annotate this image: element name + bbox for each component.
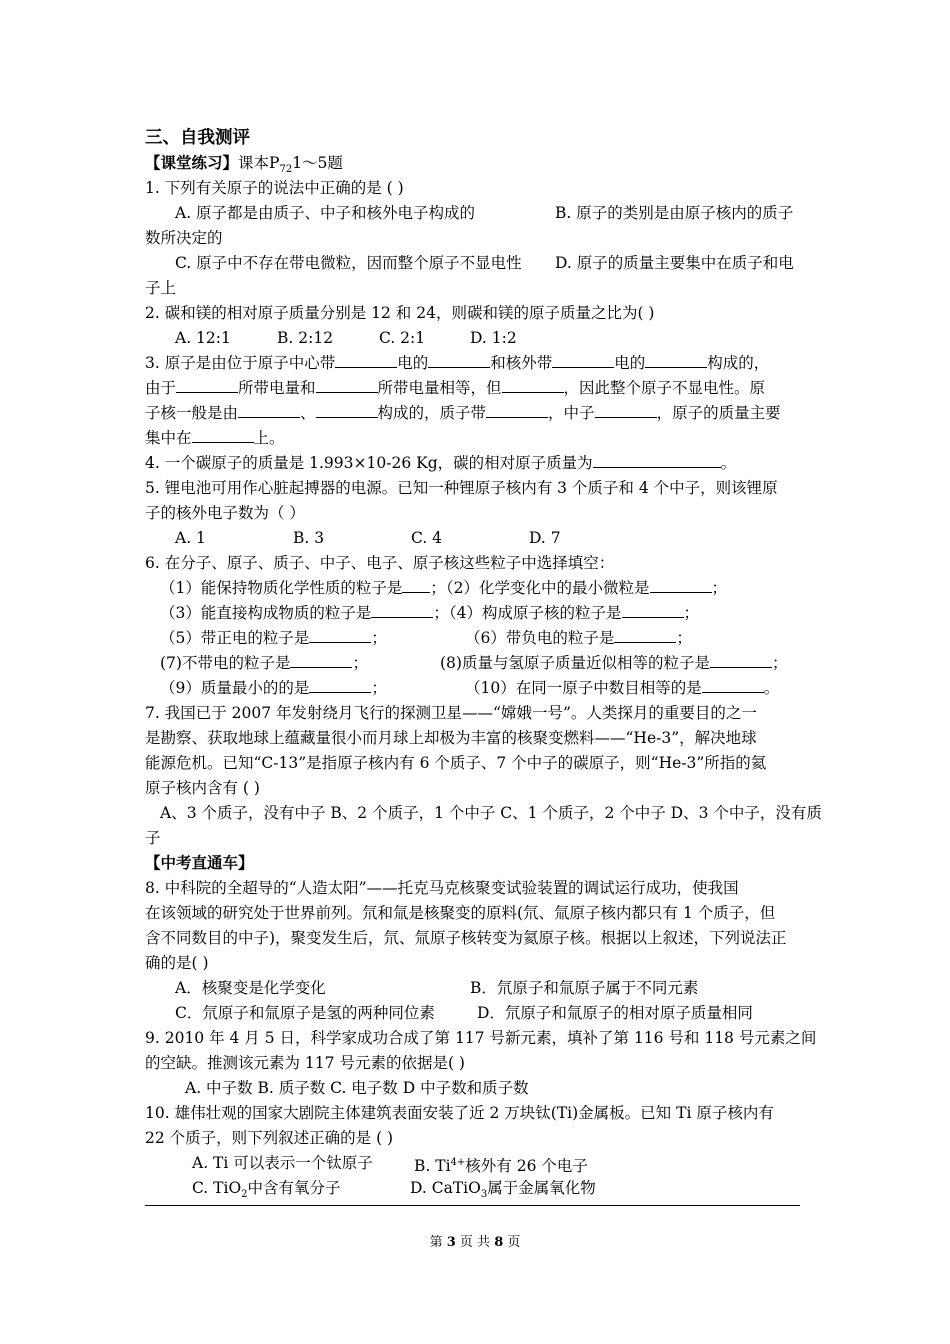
- ion-charge-sup: 4+: [450, 1157, 466, 1168]
- q10-text: C. TiO: [192, 1179, 242, 1197]
- q10-line-2: 22 个质子，则下列叙述正确的是 ( ): [145, 1129, 394, 1147]
- q3-text: 由于: [145, 379, 177, 397]
- q1-option-a: A. 原子都是由质子、中子和核外电子构成的: [175, 204, 476, 222]
- q6-item-6: [465, 628, 692, 648]
- answer-blank[interactable]: [176, 378, 238, 393]
- answer-blank[interactable]: [702, 678, 764, 693]
- practice-text-2: 1～5题: [292, 154, 343, 172]
- q9-line-1: 9. 2010 年 4 月 5 日，科学家成功合成了第 117 号新元素，填补了第 116 号和 118 号元素之间: [145, 1029, 817, 1047]
- q5-option-c: C. 4: [411, 529, 443, 547]
- practice-text: 课本P: [238, 154, 280, 172]
- q6-text: ；: [771, 654, 788, 672]
- answer-blank[interactable]: [309, 678, 371, 693]
- q1-option-c: C. 原子中不存在带电微粒，因而整个原子不显电性: [175, 254, 522, 272]
- q3-text: ，中子: [548, 404, 595, 422]
- q6-text: （10）在同一原子中数目相等的是: [465, 679, 702, 697]
- q7-options: A、3 个质子，没有中子 B、2 个质子，1 个中子 C、1 个质子，2 个中子 D、3 个中子，没有质: [160, 804, 822, 822]
- formula-sub: 2: [241, 1189, 248, 1201]
- q5-option-a: A. 1: [175, 529, 206, 547]
- q8-line-3: 含不同数目的中子)，聚变发生后，氘、氚原子核转变为氦原子核。根据以上叙述，下列说法正: [145, 929, 787, 947]
- q10-line-1: 10. 雄伟壮观的国家大剧院主体建筑表面安装了近 2 万块钛(Ti)金属板。已知 Ti 原子核内有: [145, 1104, 774, 1122]
- footer-divider: [145, 1205, 800, 1206]
- q9-options: A. 中子数 B. 质子数 C. 电子数 D 中子数和质子数: [185, 1079, 529, 1097]
- q6-text: ；: [352, 654, 368, 672]
- q1-option-d: D. 原子的质量主要集中在质子和电: [555, 254, 794, 272]
- q6-text: （9）质量最小的的是: [160, 679, 310, 697]
- q8-line-2: 在该领域的研究处于世界前列。氘和氚是核聚变的原料(氘、氚原子核内都只有 1 个质子，但: [145, 904, 776, 922]
- answer-blank[interactable]: [371, 603, 433, 618]
- practice-line: [145, 153, 343, 180]
- q6-text: ；: [371, 679, 387, 697]
- q10-text: 中含有氧分子: [247, 1179, 341, 1197]
- q4-text: 4. 一个碳原子的质量是 1.993×10-26 Kg，碳的相对原子质量为: [145, 454, 593, 472]
- answer-blank[interactable]: [502, 378, 564, 393]
- practice-header: 【课堂练习】: [145, 153, 239, 172]
- q1-option-d-cont: 子上: [145, 279, 177, 297]
- answer-blank[interactable]: [486, 403, 548, 418]
- q3-text: 构成的，: [707, 354, 770, 372]
- q6-item-8: [440, 653, 787, 673]
- q3-text: 所带电量相等，但: [377, 379, 502, 397]
- q2-stem: 2. 碳和镁的相对原子质量分别是 12 和 24，则碳和镁的原子质量之比为( ): [145, 304, 655, 322]
- answer-blank[interactable]: [428, 353, 490, 368]
- q2-option-b: B. 2:12: [277, 329, 334, 347]
- q6-text: ；: [676, 629, 692, 647]
- q3-text: 集中在: [145, 429, 192, 447]
- practice-page-sub: 72: [279, 164, 293, 176]
- answer-blank[interactable]: [335, 353, 397, 368]
- q4-text: 。: [720, 454, 737, 472]
- q8-line-1: 8. 中科院的全超导的“人造太阳”——托克马克核聚变试验装置的调试运行成功，使我国: [145, 879, 739, 897]
- q6-text: （6）带负电的粒子是: [465, 629, 615, 647]
- answer-blank[interactable]: [192, 428, 254, 443]
- page-footer: [0, 1231, 950, 1250]
- answer-blank[interactable]: [552, 353, 614, 368]
- q3-text: 和核外带: [490, 354, 553, 372]
- q6-text: (8)质量与氢原子质量近似相等的粒子是: [440, 654, 710, 672]
- q6-text: (7)不带电的粒子是: [160, 654, 291, 672]
- q6-text: 。: [763, 679, 780, 697]
- answer-blank[interactable]: [614, 628, 676, 643]
- q3-line-3: [145, 403, 781, 423]
- q10-text: 属于金属氧化物: [487, 1179, 596, 1197]
- q6-item-5: [160, 628, 387, 648]
- q7-line-4: 原子核内含有 ( ): [145, 779, 260, 797]
- total-pages: 8: [494, 1235, 504, 1250]
- q6-item-1-2: [160, 578, 727, 598]
- answer-blank[interactable]: [710, 653, 772, 668]
- exam-header: 【中考直通车】: [145, 853, 254, 872]
- q8-option-b: B．氘原子和氚原子属于不同元素: [470, 979, 699, 997]
- q7-line-1: 7. 我国已于 2007 年发射绕月飞行的探测卫星——“嫦娥一号”。人类探月的重要目的之一: [145, 704, 757, 722]
- q4-line: [145, 453, 736, 473]
- q6-text: （1）能保持物质化学性质的粒子是: [160, 579, 403, 597]
- q1-stem: 1. 下列有关原子的说法中正确的是 ( ): [145, 179, 404, 197]
- q5-line-1: 5. 锂电池可用作心脏起搏器的电源。已知一种锂原子核内有 3 个质子和 4 个中子，则该锂原: [145, 479, 778, 497]
- q10-text: B. Ti: [414, 1157, 451, 1176]
- section-title: 三、自我测评: [145, 128, 250, 148]
- answer-blank[interactable]: [402, 578, 430, 593]
- answer-blank[interactable]: [622, 603, 684, 618]
- q1-option-b-cont: 数所决定的: [145, 229, 223, 247]
- q5-option-d: D. 7: [529, 529, 561, 547]
- footer-text: 第: [429, 1235, 443, 1250]
- formula-sub: 3: [480, 1189, 488, 1201]
- q6-item-10: [465, 678, 779, 698]
- q3-line-2: [145, 378, 765, 398]
- q6-text: （5）带正电的粒子是: [160, 629, 310, 647]
- answer-blank[interactable]: [290, 653, 352, 668]
- q3-text: 、: [300, 404, 316, 422]
- q6-text: ；（2）化学变化中的最小微粒是: [430, 579, 650, 597]
- q6-text: ；: [683, 604, 700, 622]
- q6-stem: 6. 在分子、原子、质子、中子、电子、原子核这些粒子中选择填空：: [145, 554, 615, 572]
- answer-blank[interactable]: [238, 403, 300, 418]
- q10-text: D. CaTiO: [410, 1179, 481, 1197]
- q9-line-2: 的空缺。推测该元素为 117 号元素的依据是( ): [145, 1054, 465, 1072]
- q6-item-3-4: [160, 603, 699, 623]
- q10-option-c: [192, 1178, 341, 1205]
- q3-text: ，原子的质量主要: [656, 404, 781, 422]
- footer-text: 页 共: [459, 1235, 491, 1250]
- q3-line-4: [145, 428, 285, 448]
- q10-option-a: A. Ti 可以表示一个钛原子: [192, 1154, 373, 1172]
- q3-line-1: [145, 353, 769, 373]
- q10-option-b: [414, 1153, 588, 1176]
- answer-blank[interactable]: [650, 578, 712, 593]
- q3-text: 上。: [253, 429, 285, 447]
- q8-option-a: A．核聚变是化学变化: [175, 979, 326, 997]
- q3-text: 所带电量和: [238, 379, 316, 397]
- answer-blank[interactable]: [595, 403, 657, 418]
- answer-blank[interactable]: [316, 378, 378, 393]
- q2-option-a: A. 12:1: [175, 329, 231, 347]
- q10-option-d: [410, 1178, 596, 1205]
- q5-line-2: 子的核外电子数为（ ）: [145, 504, 305, 522]
- q2-option-d: D. 1:2: [470, 329, 517, 347]
- current-page: 3: [446, 1235, 456, 1250]
- q8-option-c: C．氘原子和氚原子是氢的两种同位素: [175, 1004, 435, 1022]
- q8-option-d: D．氘原子和氚原子的相对原子质量相同: [477, 1004, 753, 1022]
- q6-text: ；（4）构成原子核的粒子是: [433, 604, 622, 622]
- q1-option-b: B. 原子的类别是由原子核内的质子: [555, 204, 794, 222]
- footer-text: 页: [507, 1235, 521, 1250]
- answer-blank[interactable]: [645, 353, 707, 368]
- q7-line-3: 能源危机。已知“C-13”是指原子核内有 6 个质子、7 个中子的碳原子，则“He-3”所指的氦: [145, 754, 767, 772]
- q10-text: 核外有 26 个电子: [465, 1157, 588, 1176]
- q6-text: ；: [711, 579, 728, 597]
- q8-line-4: 确的是( ): [145, 954, 209, 972]
- answer-blank[interactable]: [316, 403, 378, 418]
- q6-text: （3）能直接构成物质的粒子是: [160, 604, 372, 622]
- q6-item-9: [160, 678, 387, 698]
- q5-option-b: B. 3: [293, 529, 325, 547]
- q6-text: ；: [371, 629, 387, 647]
- answer-blank[interactable]: [309, 628, 371, 643]
- q3-text: ，因此整个原子不显电性。原: [563, 379, 766, 397]
- q3-text: 子核一般是由: [145, 404, 239, 422]
- answer-blank[interactable]: [593, 453, 721, 468]
- q7-line-2: 是勘察、获取地球上蕴藏量很小而月球上却极为丰富的核聚变燃料——“He-3”，解决地球: [145, 729, 757, 747]
- q3-text: 3. 原子是由位于原子中心带: [145, 354, 336, 372]
- q6-item-7: [160, 653, 368, 673]
- q7-options-cont: 子: [145, 829, 161, 847]
- q3-text: 电的: [614, 354, 646, 372]
- q3-text: 构成的，质子带: [377, 404, 487, 422]
- q3-text: 电的: [397, 354, 429, 372]
- q2-option-c: C. 2:1: [379, 329, 426, 347]
